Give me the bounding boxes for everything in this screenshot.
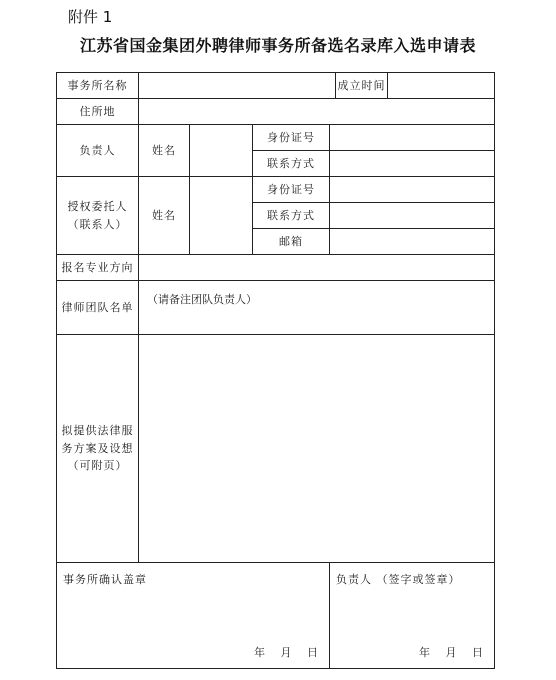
team-note: （请备注团队负责人） [147, 293, 257, 306]
established-field[interactable] [388, 73, 495, 99]
address-label: 住所地 [57, 99, 139, 125]
plan-label-line3: （可附页） [67, 459, 128, 473]
responsible-sign-cell[interactable] [330, 563, 495, 669]
established-label: 成立时间 [336, 73, 388, 99]
plan-label [57, 335, 139, 563]
authorized-email-field[interactable] [330, 229, 495, 255]
firm-seal-cell[interactable] [57, 563, 330, 669]
specialty-label: 报名专业方向 [57, 255, 139, 281]
responsible-id-field[interactable] [330, 125, 495, 151]
responsible-label: 负责人 [57, 125, 139, 177]
authorized-email-label: 邮箱 [253, 229, 330, 255]
authorized-id-label: 身份证号 [253, 177, 330, 203]
plan-label-line2: 务方案及设想 [61, 441, 134, 455]
authorized-contact-field[interactable] [330, 203, 495, 229]
authorized-contact-label: 联系方式 [253, 203, 330, 229]
authorized-name-label: 姓名 [139, 177, 190, 255]
authorized-label-line2: （联系人） [67, 217, 128, 231]
attachment-label: 附件 1 [68, 8, 113, 26]
responsible-name-label: 姓名 [139, 125, 190, 177]
page-title: 江苏省国金集团外聘律师事务所备选名录库入选申请表 [79, 36, 476, 55]
team-label: 律师团队名单 [57, 281, 139, 335]
firm-seal-label: 事务所确认盖章 [63, 573, 147, 586]
authorized-label [57, 177, 139, 255]
authorized-label-line1: 授权委托人 [67, 199, 128, 213]
responsible-sign-date: 年 月 日 [419, 646, 484, 660]
firm-name-field[interactable] [139, 73, 336, 99]
responsible-name-field[interactable] [190, 125, 253, 177]
authorized-id-field[interactable] [330, 177, 495, 203]
responsible-contact-label: 联系方式 [253, 151, 330, 177]
responsible-contact-field[interactable] [330, 151, 495, 177]
plan-label-line1: 拟提供法律服 [61, 424, 134, 438]
firm-name-label: 事务所名称 [57, 73, 139, 99]
authorized-name-field[interactable] [190, 177, 253, 255]
plan-field[interactable] [139, 335, 495, 563]
team-field[interactable] [139, 281, 495, 335]
responsible-sign-label: 负责人 （签字或签章） [336, 573, 461, 586]
application-form-table [56, 72, 495, 669]
specialty-field[interactable] [139, 255, 495, 281]
firm-seal-date: 年 月 日 [254, 646, 319, 660]
responsible-id-label: 身份证号 [253, 125, 330, 151]
address-field[interactable] [139, 99, 495, 125]
